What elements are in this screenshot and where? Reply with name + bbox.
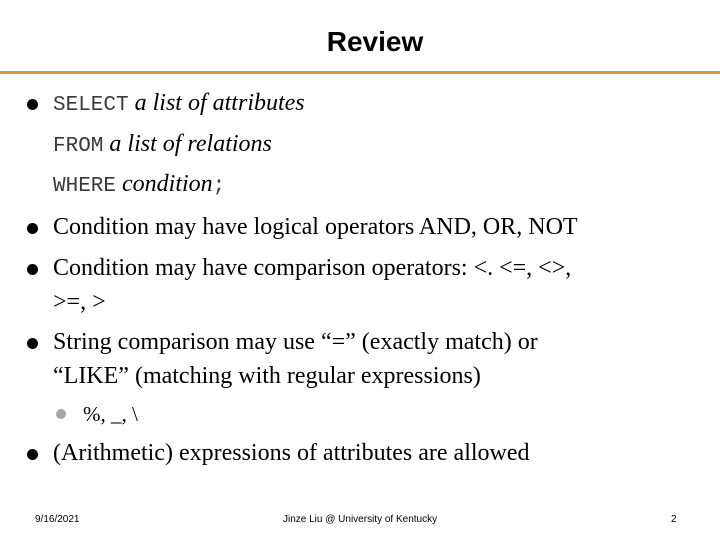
bullet-icon bbox=[27, 338, 38, 349]
bullet-icon bbox=[27, 99, 38, 110]
bullet-icon bbox=[27, 264, 38, 275]
bullet-logical-operators: Condition may have logical operators AND, OR, NOT bbox=[53, 214, 578, 240]
bullet-comparison-operators-line1: Condition may have comparison operators: <. <=, <>, bbox=[53, 255, 572, 281]
select-text: a list of attributes bbox=[134, 90, 305, 116]
bullet-comparison-operators-line2: >=, > bbox=[53, 289, 106, 315]
sql-where-line bbox=[53, 170, 225, 201]
bullet-icon bbox=[27, 449, 38, 460]
bullet-arithmetic-expressions: (Arithmetic) expressions of attributes are allowed bbox=[53, 440, 530, 466]
from-text: a list of relations bbox=[109, 131, 272, 157]
footer-date: 9/16/2021 bbox=[35, 514, 80, 525]
bullet-string-comparison-line1: String comparison may use “=” (exactly match) or bbox=[53, 329, 538, 355]
where-keyword: WHERE bbox=[53, 175, 117, 198]
bullet-string-comparison-line2: “LIKE” (matching with regular expressions) bbox=[53, 363, 481, 389]
title-divider bbox=[0, 71, 720, 74]
sql-from-line bbox=[53, 130, 272, 161]
sql-terminator: ; bbox=[212, 175, 226, 198]
footer-author: Jinze Liu @ University of Kentucky bbox=[283, 514, 438, 525]
select-keyword: SELECT bbox=[53, 94, 129, 117]
bullet-icon bbox=[27, 223, 38, 234]
slide-title: Review bbox=[326, 26, 424, 57]
sql-select-line bbox=[53, 89, 305, 120]
from-keyword: FROM bbox=[53, 135, 104, 158]
footer-page-number: 2 bbox=[671, 514, 677, 525]
where-text: condition bbox=[122, 171, 213, 197]
sub-bullet-wildcards: %, _, \ bbox=[83, 402, 138, 426]
sub-bullet-icon bbox=[56, 409, 66, 419]
